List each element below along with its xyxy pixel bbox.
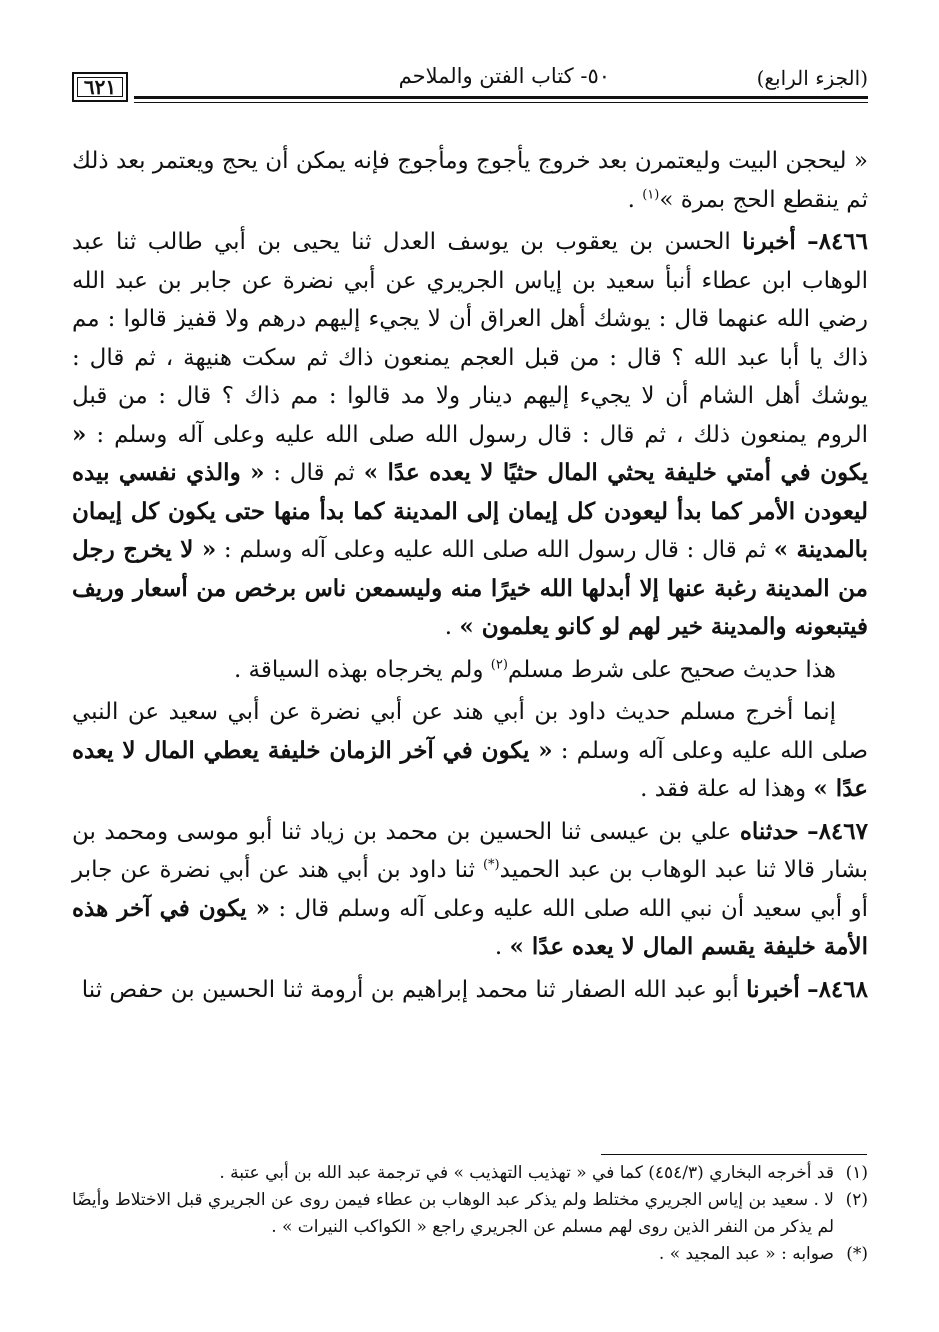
grading-text: هذا حديث صحيح على شرط مسلم [507, 656, 836, 683]
commentary-text: إنما أخرج مسلم حديث داود بن أبي هند عن أبي نضرة عن أبي سعيد عن النبي صلى الله عليه وعلى آله وسلم : [72, 699, 869, 764]
page-number: ٦٢١ [83, 75, 117, 99]
volume-label: (الجزء الرابع) [756, 66, 868, 90]
hadith-text: الحسن بن يعقوب بن يوسف العدل ثنا يحيى بن أبي طالب ثنا عبد الوهاب ابن عطاء أنبأ سعيد بن إياس الجريري عن أبي نضرة عن جابر بن عبد الله رضي الله عنهما قال : يوشك أهل العراق أن لا يجيء إليهم درهم ولا قفيز قالوا : مم ذاك يا أبا عبد الله ؟ قال : من قبل العجم يمنعون ذاك ثم سكت هنيهة ، ثم قال : يوشك أهل الشام أن لا يجيء إليهم دينار ولا مد قالوا : مم ذاك ؟ قال : من قبل الروم يمنعون ذلك ، ثم قال : قال رسول الله صلى الله عليه وعلى آله وسلم : [72, 229, 869, 448]
footnote-marker: (١) [845, 1163, 868, 1183]
punctuation: . [494, 934, 510, 960]
hadith-text: علي بن عيسى ثنا الحسين بن محمد بن زياد ثنا أبو موسى ومحمد بن بشار قالا ثنا عبد الوهاب بن عبد الحميد [72, 818, 868, 883]
footnote-marker: (*) [846, 1244, 868, 1264]
footnote-star [72, 1241, 868, 1268]
footnote-marker: (٢) [845, 1190, 868, 1210]
hadith-number: ٨٤٦٧– [807, 817, 868, 845]
footnote-text: صوابه : « عبد المجيد » . [658, 1244, 834, 1264]
footnote-text: لا . سعيد بن إياس الجريري مختلط ولم يذكر عبد الوهاب بن عطاء فيمن روى عن الجريري قبل الاختلاط وأيضًا لم يذكر من النفر الذين روى لهم مسلم عن الجريري راجع « الكواكب النيرات » . [72, 1190, 834, 1237]
header-rule-thick [134, 96, 868, 99]
main-text [72, 142, 868, 1009]
prophetic-quote: « يكون في آخر الزمان خليفة يعطي المال لا يعده عدًا » [72, 736, 868, 802]
narration-lead: حدثناه [739, 817, 799, 845]
punctuation: . [444, 614, 460, 640]
footnote-ref-2[interactable]: (٢) [490, 656, 508, 672]
hadith-number: ٨٤٦٦– [807, 228, 869, 255]
prophetic-quote: « لا يخرج رجل من المدينة رغبة عنها إلا أبدلها الله خيرًا منه وليسمعن ناس برخص من أسعار وريف فيتبعونه والمدينة خير لهم لو كانو يعلمون » [72, 536, 868, 640]
commentary-paragraph [72, 693, 868, 809]
header-rule-thin [134, 102, 868, 103]
paragraph-hadith-continuation [72, 142, 868, 219]
hadith-8468 [72, 971, 868, 1010]
prophetic-quote: « والذي نفسي بيده ليعودن الأمر كما بدأ ليعودن كل إيمان إلى المدينة كما بدأ منها حتى يكون كل إيمان بالمدينة » [72, 459, 869, 563]
quote-text: « ليحجن البيت وليعتمرن بعد خروج يأجوج ومأجوج فإنه يمكن أن يحج ويعتمر بعد ذلك ثم ينقطع الحج بمرة » [72, 148, 868, 213]
footnote-2 [72, 1187, 868, 1241]
grading-paragraph [72, 651, 868, 690]
prophetic-quote: « يكون في أمتي خليفة يحثي المال حثيًا لا يعده عدًا » [72, 420, 869, 486]
footnote-ref-star[interactable]: (*) [482, 857, 500, 873]
narration-lead: أخبرنا [746, 975, 800, 1003]
narration-lead: أخبرنا [742, 228, 796, 255]
footnote-text: قد أخرجه البخاري (٤٥٤/٣) كما في « تهذيب التهذيب » في ترجمة عبد الله بن أبي عتبة . [219, 1163, 834, 1183]
page-header [72, 52, 868, 100]
prophetic-quote: « يكون في آخر هذه الأمة خليفة يقسم المال لا يعده عدًا » [72, 894, 868, 960]
footnotes [72, 1160, 868, 1268]
section-title: ٥٠- كتاب الفتن والملاحم [398, 64, 610, 88]
hadith-8467 [72, 813, 868, 967]
hadith-text: ثنا داود بن أبي هند عن أبي نضرة عن جابر أو أبي سعيد أن نبي الله صلى الله عليه وعلى آله وسلم قال : [72, 857, 868, 922]
footnote-divider [601, 1154, 867, 1155]
hadith-number: ٨٤٦٨– [807, 975, 868, 1003]
commentary-text: وهذا له علة فقد . [640, 776, 807, 802]
grading-text: ولم يخرجاه بهذه السياقة . [233, 656, 491, 683]
footnote-ref-1[interactable]: (١) [642, 186, 660, 202]
footnote-1 [72, 1160, 868, 1187]
punctuation: . [627, 186, 643, 213]
hadith-text: أبو عبد الله الصفار ثنا محمد إبراهيم بن أرومة ثنا الحسين بن حفص ثنا [81, 976, 739, 1003]
page-number-box [72, 72, 128, 102]
hadith-text: ثم قال : [273, 460, 355, 486]
hadith-text: ثم قال : قال رسول الله صلى الله عليه وعلى آله وسلم : [223, 537, 767, 563]
hadith-8466 [72, 223, 868, 647]
